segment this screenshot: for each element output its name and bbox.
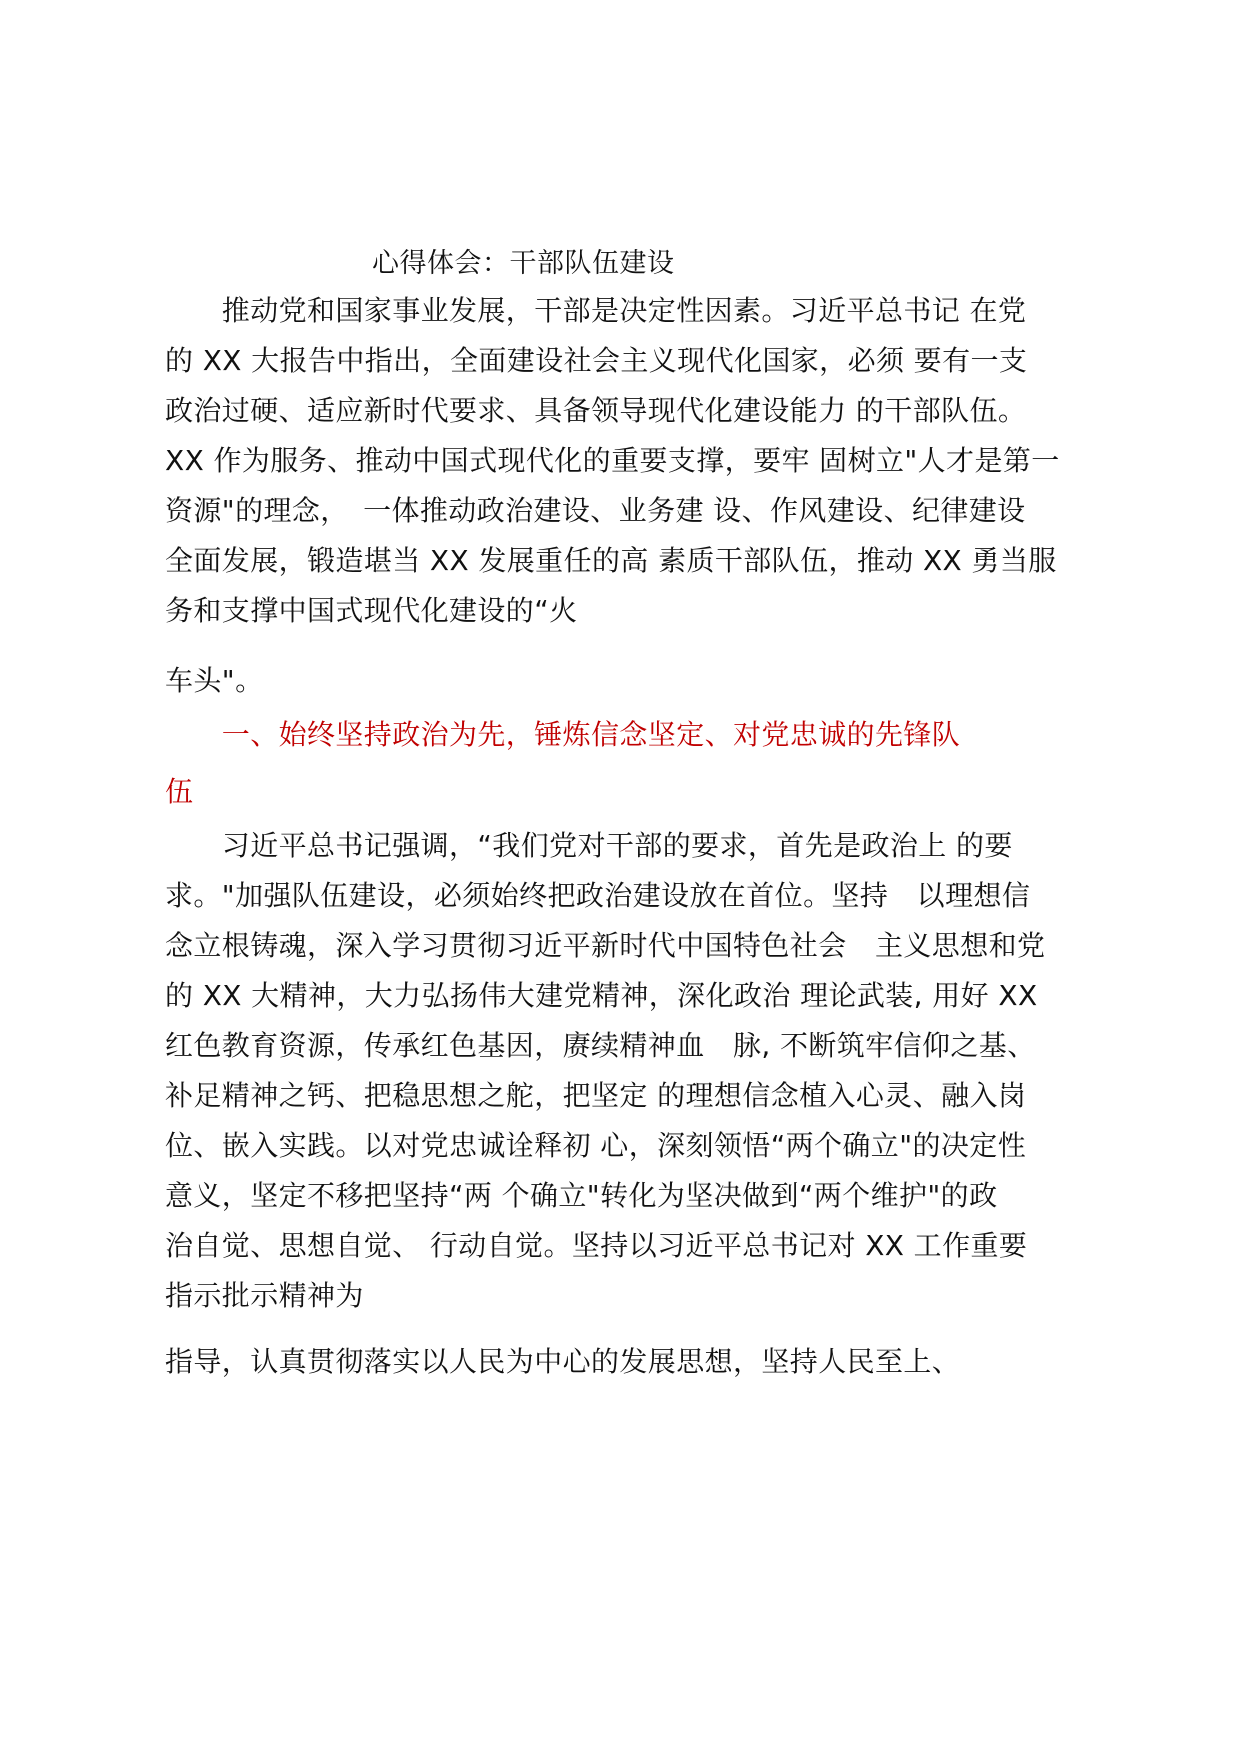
paragraph-2-line-4: 的 XX 大精神，大力弘扬伟大建党精神，深化政治 理论武装, 用好 XX [165, 979, 1038, 1012]
paragraph-2-line-1: 习近平总书记强调，“我们党对干部的要求，首先是政治上 的要 [165, 829, 1013, 862]
paragraph-3-line-1: 指导，认真贯彻落实以人民为中心的发展思想，坚持人民至上、 [165, 1345, 961, 1378]
section-heading-1-line-1: 一、始终坚持政治为先，锤炼信念坚定、对党忠诚的先锋队 [165, 718, 961, 751]
document-title: 心得体会：干部队伍建设 [372, 248, 675, 279]
paragraph-2-line-6: 补足精神之钙、把稳思想之舵，把坚定 的理想信念植入心灵、融入岗 [165, 1079, 1027, 1112]
paragraph-2-line-7: 位、嵌入实践。以对党忠诚诠释初 心，深刻领悟“两个确立"的决定性 [165, 1129, 1027, 1162]
paragraph-2-line-9: 治自觉、思想自觉、 行动自觉。坚持以习近平总书记对 XX 工作重要 [165, 1229, 1028, 1262]
paragraph-2-line-10: 指示批示精神为 [165, 1279, 364, 1312]
paragraph-1-line-3: 政治过硬、适应新时代要求、具备领导现代化建设能力 的干部队伍。 [165, 394, 1027, 427]
section-heading-1-line-2: 伍 [165, 775, 194, 808]
paragraph-1-tail: 车头"。 [165, 664, 264, 697]
paragraph-2-line-3: 念立根铸魂，深入学习贯彻习近平新时代中国特色社会 主义思想和党 [165, 929, 1046, 962]
paragraph-1-line-2: 的 XX 大报告中指出，全面建设社会主义现代化国家，必须 要有一支 [165, 344, 1028, 377]
paragraph-2-line-8: 意义，坚定不移把坚持“两 个确立"转化为坚决做到“两个维护"的政 [165, 1179, 998, 1212]
paragraph-2-line-2: 求。"加强队伍建设，必须始终把政治建设放在首位。坚持 以理想信 [165, 879, 1031, 912]
paragraph-1-line-7: 务和支撑中国式现代化建设的“火 [165, 594, 578, 627]
paragraph-2-line-5: 红色教育资源，传承红色基因，赓续精神血 脉, 不断筑牢信仰之基、 [165, 1029, 1036, 1062]
paragraph-1-line-6: 全面发展，锻造堪当 XX 发展重任的高 素质干部队伍，推动 XX 勇当服 [165, 544, 1057, 577]
paragraph-1-line-5: 资源"的理念， 一体推动政治建设、业务建 设、作风建设、纪律建设 [165, 494, 1026, 527]
paragraph-1-line-1: 推动党和国家事业发展，干部是决定性因素。习近平总书记 在党 [165, 294, 1027, 327]
paragraph-1-line-4: XX 作为服务、推动中国式现代化的重要支撑，要牢 固树立"人才是第一 [165, 444, 1060, 477]
